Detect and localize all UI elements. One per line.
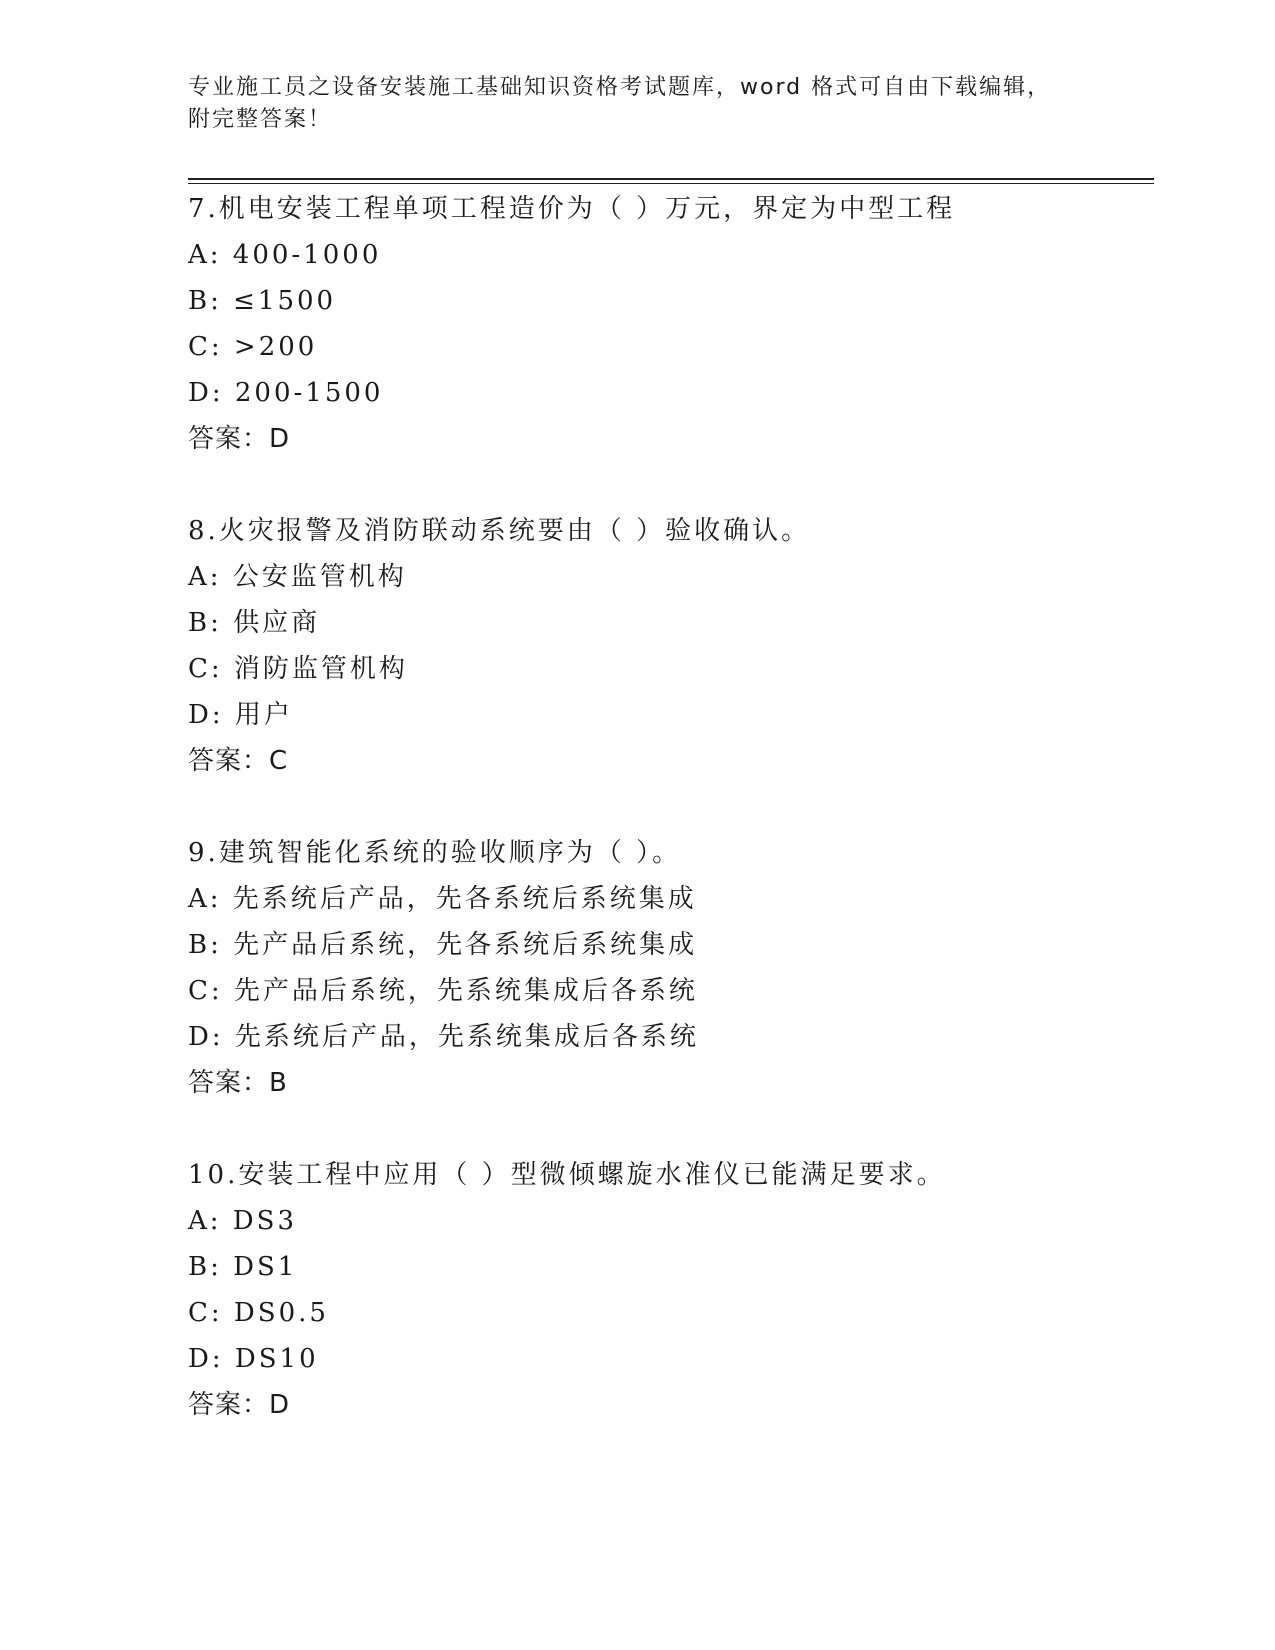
header-line-1: 专业施工员之设备安装施工基础知识资格考试题库，word 格式可自由下载编辑， (188, 75, 1052, 100)
option-a: A: 先系统后产品，先各系统后系统集成 (188, 884, 697, 914)
option-d: D: 200-1500 (188, 378, 384, 408)
option-d: D: 先系统后产品，先系统集成后各系统 (188, 1022, 699, 1052)
document-header (188, 72, 1088, 136)
question-7 (188, 186, 1148, 462)
answer-line: 答案：D (188, 1390, 291, 1420)
answer-line: 答案：C (188, 746, 289, 776)
option-a: A: DS3 (188, 1206, 297, 1236)
header-divider-thin (188, 183, 1154, 184)
question-stem: 8.火灾报警及消防联动系统要由（ ）验收确认。 (188, 516, 811, 546)
header-line-2: 附完整答案！ (188, 107, 333, 132)
option-c: C: >200 (188, 332, 318, 362)
question-stem: 10.安装工程中应用（ ）型微倾螺旋水准仪已能满足要求。 (188, 1160, 946, 1190)
option-a: A: 公安监管机构 (188, 562, 407, 592)
option-c: C: 先产品后系统，先系统集成后各系统 (188, 976, 698, 1006)
question-9 (188, 830, 1148, 1106)
question-8 (188, 508, 1148, 784)
answer-line: 答案：B (188, 1068, 288, 1098)
option-b: B: DS1 (188, 1252, 298, 1282)
option-c: C: DS0.5 (188, 1298, 329, 1328)
question-list (188, 186, 1148, 1474)
question-stem: 7.机电安装工程单项工程造价为（ ）万元，界定为中型工程 (188, 194, 956, 224)
option-b: B: 供应商 (188, 608, 321, 638)
header-divider-thick (188, 178, 1154, 180)
answer-line: 答案：D (188, 424, 291, 454)
option-d: D: 用户 (188, 700, 293, 730)
option-a: A: 400-1000 (188, 240, 382, 270)
question-10 (188, 1152, 1148, 1428)
option-b: B: ≤1500 (188, 286, 337, 316)
option-c: C: 消防监管机构 (188, 654, 408, 684)
option-b: B: 先产品后系统，先各系统后系统集成 (188, 930, 698, 960)
option-d: D: DS10 (188, 1344, 319, 1374)
question-stem: 9.建筑智能化系统的验收顺序为（ ）。 (188, 838, 682, 868)
